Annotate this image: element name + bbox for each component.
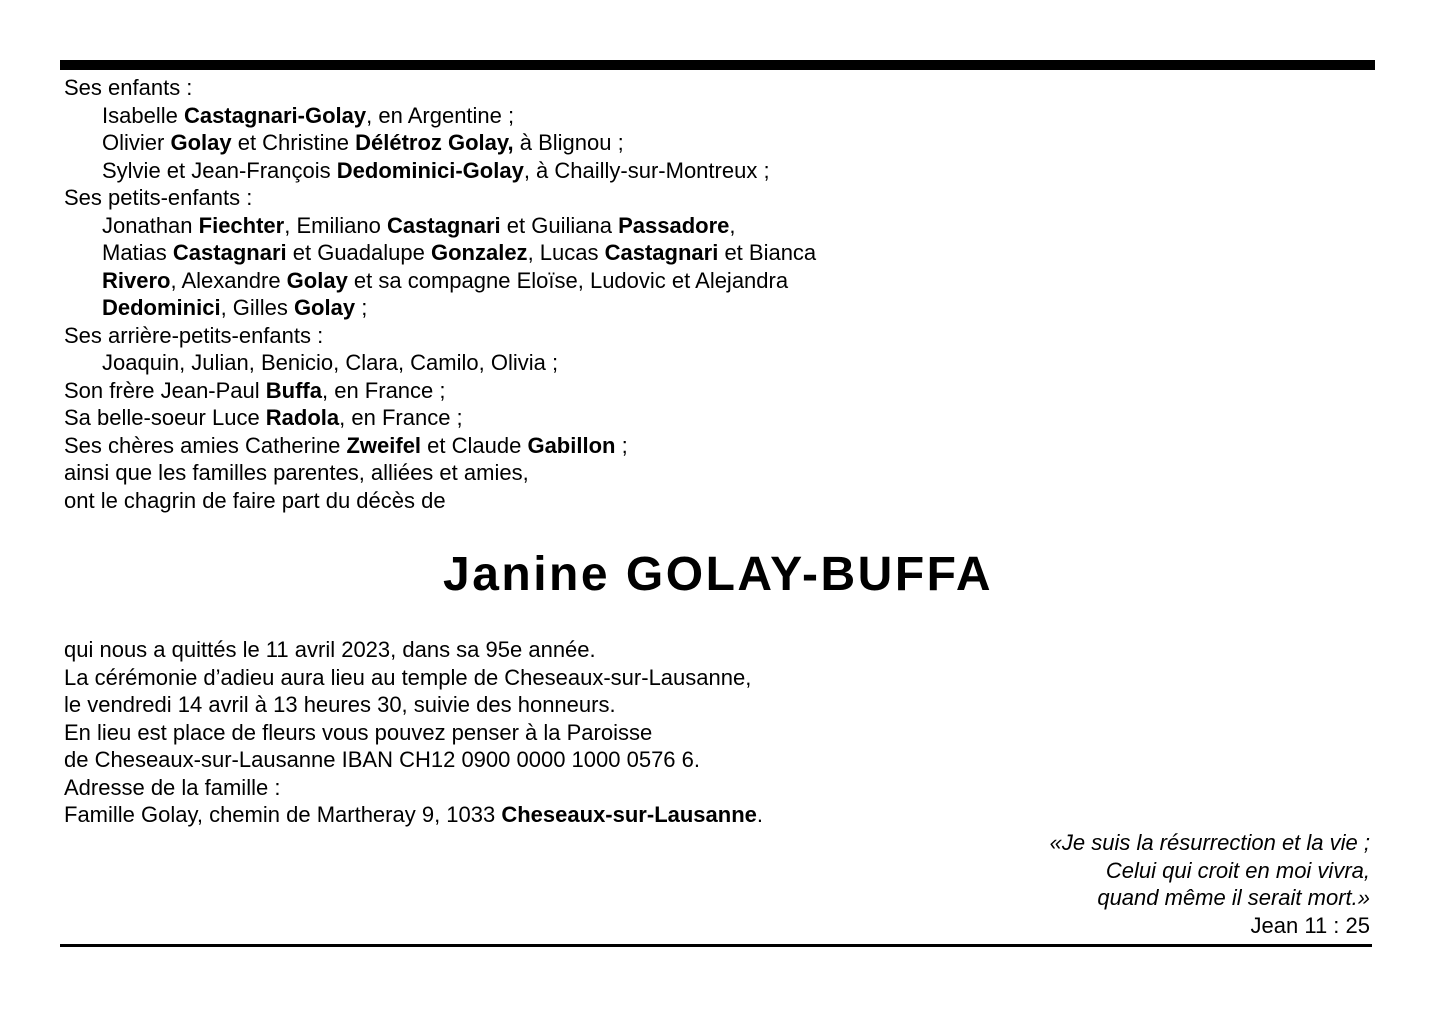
details-line: Adresse de la famille :: [64, 774, 281, 800]
deceased-name: Janine GOLAY-BUFFA: [443, 548, 993, 601]
family-address-line: Famille Golay, chemin de Martheray 9, 1033 Cheseaux-sur-Lausanne.: [64, 802, 764, 827]
brother-line: Son frère Jean-Paul Buffa, en France ;: [64, 377, 446, 403]
grandchildren-line: Dedominici, Gilles Golay ;: [102, 295, 368, 320]
top-rule: [60, 60, 1375, 70]
child-line: Isabelle Castagnari-Golay, en Argentine ;: [102, 102, 515, 128]
child-line: Olivier Golay et Christine Délétroz Golay, à Blignou ;: [102, 130, 624, 155]
bible-quote: [1050, 829, 1370, 939]
child-line: Sylvie et Jean-François Dedominici-Golay, à Chailly-sur-Montreux ;: [102, 157, 770, 183]
ceremony-details: [64, 636, 763, 829]
details-line: La cérémonie d’adieu aura lieu au temple de Cheseaux-sur-Lausanne,: [64, 664, 752, 690]
family-list: [64, 74, 816, 514]
quote-line: Celui qui croit en moi vivra,: [1105, 857, 1370, 883]
families-line: ainsi que les familles parentes, alliées et amies,: [64, 460, 529, 485]
announcement-line: ont le chagrin de faire part du décès de: [64, 487, 446, 513]
details-line: En lieu est place de fleurs vous pouvez penser à la Paroisse: [64, 719, 653, 745]
quote-line: quand même il serait mort.»: [1097, 885, 1370, 910]
details-line: de Cheseaux-sur-Lausanne IBAN CH12 0900 0000 1000 0576 6.: [64, 747, 701, 772]
friends-line: Ses chères amies Catherine Zweifel et Claude Gabillon ;: [64, 432, 628, 458]
grandchildren-heading: Ses petits-enfants :: [64, 185, 253, 210]
great-grandchildren-heading: Ses arrière-petits-enfants :: [64, 322, 324, 348]
bottom-rule: [60, 944, 1372, 947]
children-heading: Ses enfants :: [64, 75, 193, 100]
grandchildren-line: Matias Castagnari et Guadalupe Gonzalez, Lucas Castagnari et Bianca: [102, 240, 817, 265]
quote-reference: Jean 11 : 25: [1250, 912, 1370, 938]
grandchildren-line: Rivero, Alexandre Golay et sa compagne Eloïse, Ludovic et Alejandra: [102, 267, 789, 293]
details-line: qui nous a quittés le 11 avril 2023, dans sa 95e année.: [64, 637, 596, 662]
sister-in-law-line: Sa belle-soeur Luce Radola, en France ;: [64, 405, 463, 430]
quote-line: «Je suis la résurrection et la vie ;: [1049, 830, 1370, 855]
details-line: le vendredi 14 avril à 13 heures 30, suivie des honneurs.: [64, 692, 616, 717]
great-grandchildren-line: Joaquin, Julian, Benicio, Clara, Camilo, Olivia ;: [102, 350, 559, 375]
grandchildren-line: Jonathan Fiechter, Emiliano Castagnari et Guiliana Passadore,: [102, 212, 736, 238]
